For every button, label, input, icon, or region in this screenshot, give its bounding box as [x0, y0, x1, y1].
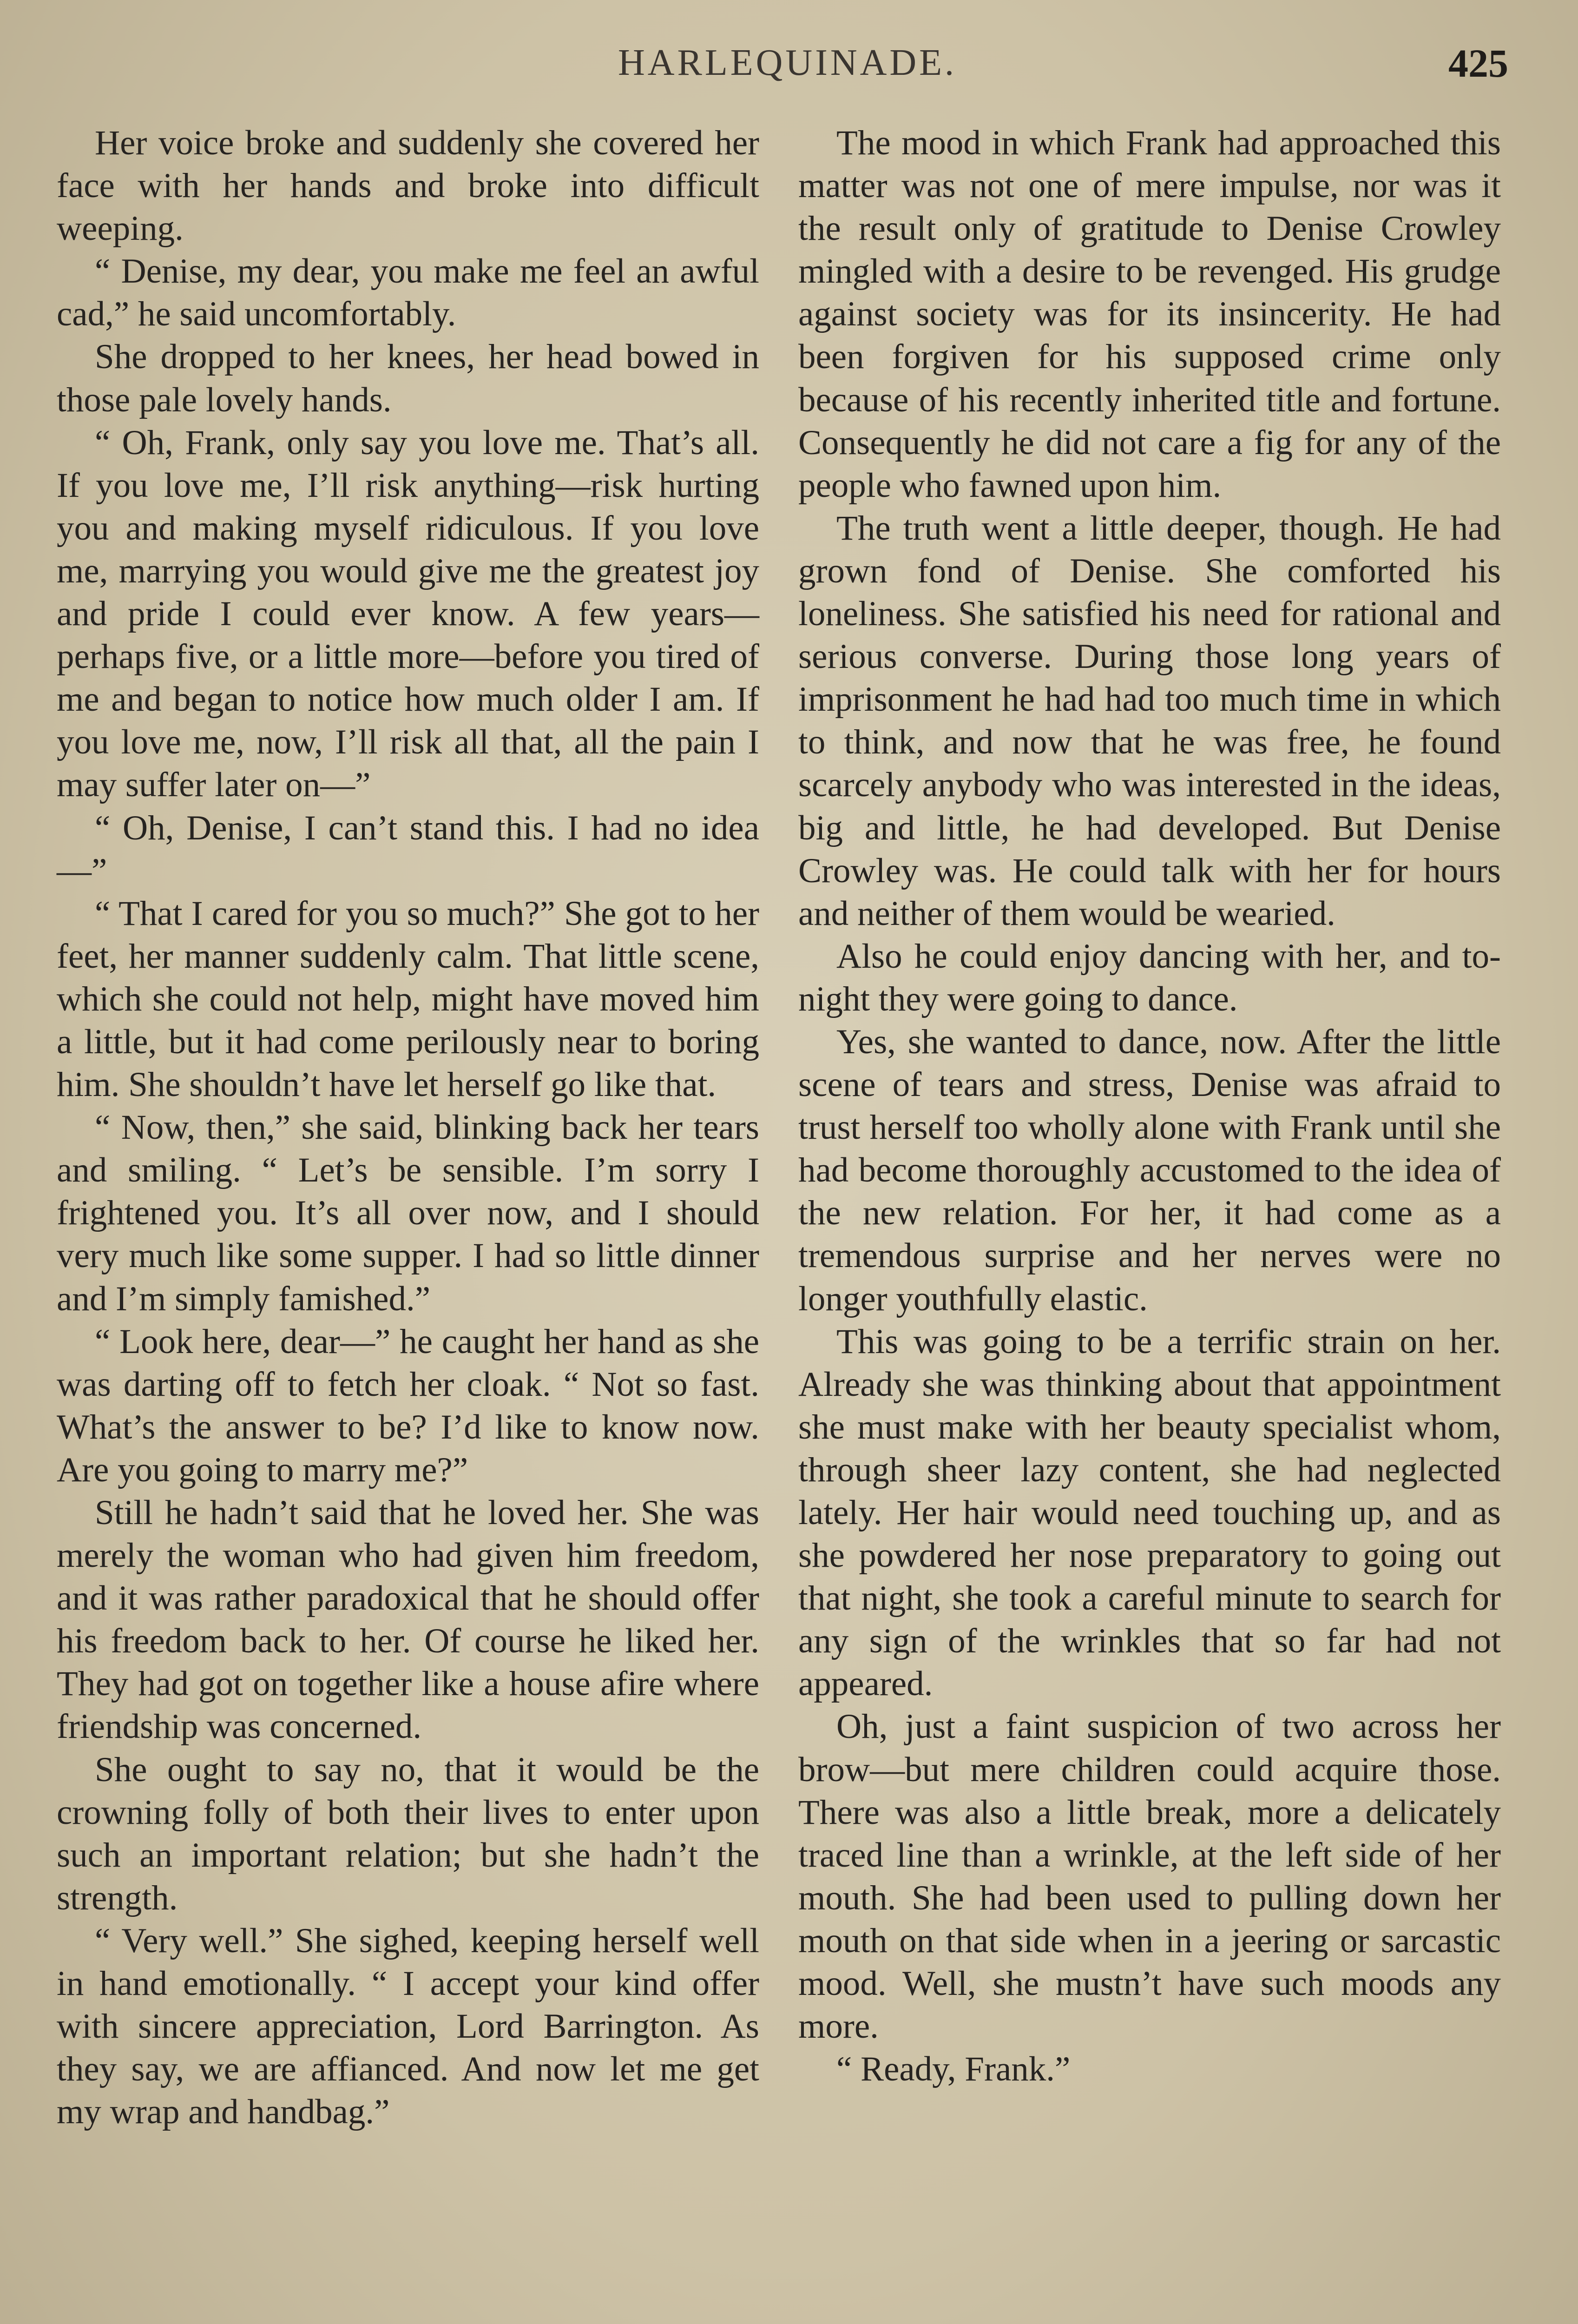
paragraph: “ Very well.” She sighed, keeping herself well in hand emotionally. “ I accept your kind offer with sincere appreciation, Lord Barrington. As they say, we are affianced. And now let me get my wrap and handbag.”: [57, 1921, 759, 2132]
page-number: 425: [1448, 41, 1508, 86]
paragraph: The truth went a little deeper, though. He had grown fond of Denise. She comforted his loneliness. She satisfied his need for rational and serious converse. During those long years of imprisonment he had had too much time in which to think, and now that he was free, he found scarcely anybody who was interested in the ideas, big and little, he had developed. But Denise Crowley was. He could talk with her for hours and neither of them would be wearied.: [798, 508, 1501, 933]
paragraph: Oh, just a faint suspicion of two across her brow—but mere children could acquire those. There was also a little break, more a delicately traced line than a wrinkle, at the left side of her mouth. She had been used to pulling down her mouth on that side when in a jeering or sarcastic mood. Well, she mustn’t have such moods any more.: [798, 1707, 1501, 2046]
paragraph: She dropped to her knees, her head bowed in those pale lovely hands.: [57, 337, 759, 419]
paragraph: “ Now, then,” she said, blinking back her tears and smiling. “ Let’s be sensible. I’m sorry I frightened you. It’s all over now, and I should very much like some supper. I had so little dinner and I’m simply famished.”: [57, 1108, 759, 1318]
paragraph: “ That I cared for you so much?” She got to her feet, her manner suddenly calm. That little scene, which she could not help, might have moved him a little, but it had come perilously near to boring him. She shouldn’t have let herself go like that.: [57, 894, 759, 1104]
paragraph: “ Oh, Frank, only say you love me. That’s all. If you love me, I’ll risk anything—risk hurting you and making myself ridiculous. If you love me, marrying you would give me the greatest joy and pride I could ever know. A few years—perhaps five, or a little more—before you tired of me and began to notice how much older I am. If you love me, now, I’ll risk all that, all the pain I may suffer later on—”: [57, 423, 759, 805]
paragraph: This was going to be a terrific strain on her. Already she was thinking about that appointment she must make with her beauty specialist whom, through sheer lazy content, she had neglected lately. Her hair would need touching up, and as she powdered her nose preparatory to going out that night, she took a careful minute to search for any sign of the wrinkles that so far had not appeared.: [798, 1322, 1501, 1703]
paragraph: “ Denise, my dear, you make me feel an awful cad,” he said uncomfortably.: [57, 252, 759, 334]
running-title: HARLEQUINADE.: [618, 42, 957, 83]
paragraph: The mood in which Frank had approached this matter was not one of mere impulse, nor was it the result only of gratitude to Denise Crowley mingled with a desire to be revenged. His grudge against society was for its insincerity. He had been forgiven for his supposed crime only because of his recently inherited title and fortune. Consequently he did not care a fig for any of the people who fawned upon him.: [798, 124, 1501, 505]
left-column: [57, 122, 759, 2133]
right-column: [798, 122, 1501, 2091]
paragraph: “ Oh, Denise, I can’t stand this. I had no idea—”: [57, 808, 759, 890]
page-header: [0, 42, 1578, 98]
paragraph: “ Ready, Frank.”: [836, 2050, 1071, 2089]
paragraph: Yes, she wanted to dance, now. After the little scene of tears and stress, Denise was afraid to trust herself too wholly alone with Frank until she had become thoroughly accustomed to the idea of the new relation. For her, it had come as a tremendous surprise and her nerves were no longer youthfully elastic.: [798, 1022, 1501, 1318]
paragraph: Also he could enjoy dancing with her, and to-night they were going to dance.: [798, 937, 1501, 1018]
paragraph: Her voice broke and suddenly she covered her face with her hands and broke into difficult weeping.: [57, 124, 759, 248]
paragraph: Still he hadn’t said that he loved her. She was merely the woman who had given him freedom, and it was rather paradoxical that he should offer his freedom back to her. Of course he liked her. They had got on together like a house afire where friendship was concerned.: [57, 1493, 759, 1746]
paragraph: “ Look here, dear—” he caught her hand as she was darting off to fetch her cloak. “ Not so fast. What’s the answer to be? I’d like to know now. Are you going to marry me?”: [57, 1322, 759, 1489]
paragraph: She ought to say no, that it would be the crowning folly of both their lives to enter upon such an important relation; but she hadn’t the strength.: [57, 1750, 759, 1917]
